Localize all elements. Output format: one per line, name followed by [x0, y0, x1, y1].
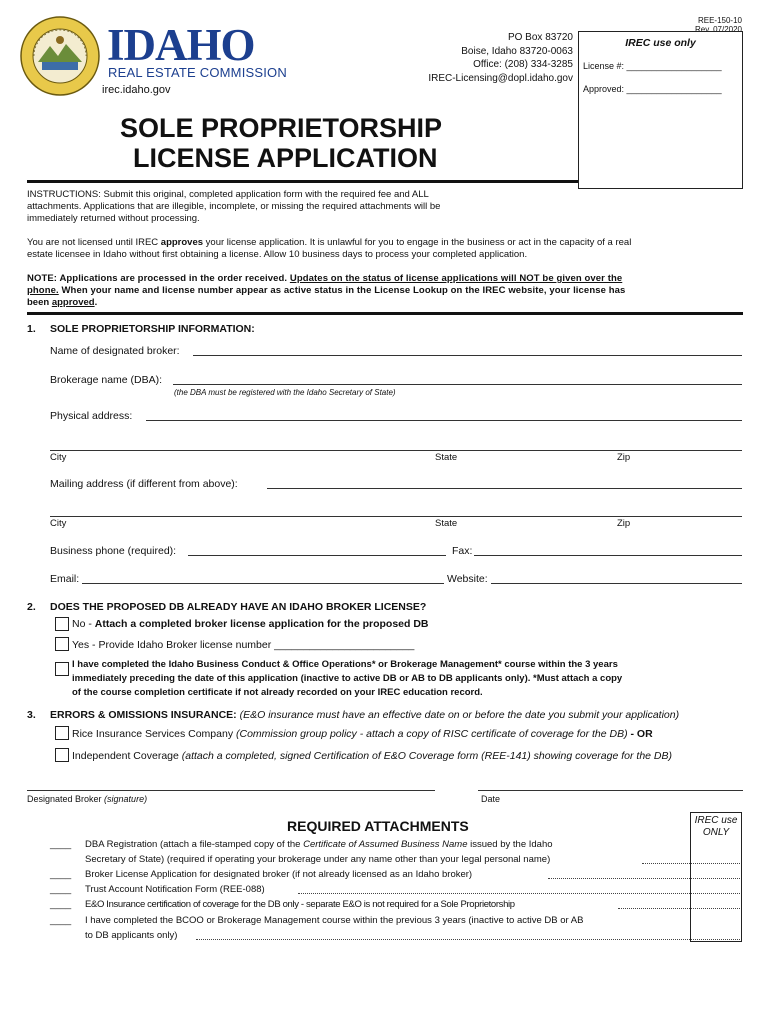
attachment-check-blank[interactable]: ____ — [50, 839, 72, 850]
attachments-title: REQUIRED ATTACHMENTS — [287, 818, 469, 834]
independent-coverage-checkbox[interactable] — [55, 748, 69, 762]
attachment-check-blank[interactable]: ____ — [50, 884, 72, 895]
attachment-check-blank[interactable]: ____ — [50, 899, 72, 910]
city-label: City — [50, 518, 67, 529]
independent-coverage-option: Independent Coverage (attach a completed, signed Certification of E&O Coverage form (REE-141) showing coverage for the DB) — [72, 750, 672, 762]
course-completed-checkbox[interactable] — [55, 662, 69, 676]
mailing-address-label: Mailing address (if different from above): — [50, 478, 238, 490]
email-field[interactable] — [82, 583, 444, 584]
course-text: I have completed the Idaho Business Conduct & Office Operations* or Brokerage Management* course within the 3 years — [72, 659, 618, 670]
state-label: State — [435, 452, 458, 463]
form-code: REE-150-10 — [697, 16, 742, 25]
email-label: Email: — [50, 573, 80, 585]
website-link[interactable]: irec.idaho.gov — [102, 84, 171, 96]
signature-field[interactable] — [27, 790, 435, 791]
email-link[interactable]: IREC-Licensing@dopl.idaho.gov — [428, 72, 573, 84]
business-phone-field[interactable] — [188, 555, 446, 556]
dba-label: Brokerage name (DBA): — [50, 374, 163, 386]
dba-field[interactable] — [173, 384, 742, 385]
irec-box-title: IREC use only — [625, 37, 696, 49]
phone-line: Office: (208) 334-3285 — [473, 59, 573, 70]
address-block — [428, 31, 573, 85]
section-3-number: 3. — [27, 709, 36, 721]
attachment-check-blank[interactable]: ____ — [50, 915, 72, 926]
physical-address-label: Physical address: — [50, 410, 133, 422]
title-rule — [27, 180, 578, 183]
address-line: PO Box 83720 — [507, 32, 573, 43]
irec-only-label: IREC use — [694, 815, 738, 826]
form-revision: Rev. 07/2020 — [695, 25, 742, 34]
attachment-item: E&O Insurance certification of coverage for the DB only - separate E&O is not required for a Sole Proprietorship — [85, 899, 515, 910]
course-text: immediately preceding the date of this application (inactive to active DB or AB to DB applicants only). *Must attach a copy — [72, 673, 623, 684]
signature-label: Designated Broker (signature) — [27, 794, 148, 804]
attachment-item: Secretary of State) (required if operating your brokerage under any name other than your legal personal name) — [85, 854, 551, 865]
leader-dots — [618, 908, 740, 909]
note-line: phone. When your name and license number appear as active status in the License Lookup on the IREC website, your license has — [27, 285, 626, 296]
note-line: NOTE: Applications are processed in the order received. Updates on the status of license applications will NOT be given over the — [27, 273, 623, 284]
leader-dots — [298, 893, 740, 894]
attachment-item: Trust Account Notification Form (REE-088) — [85, 884, 265, 895]
title-line-1: SOLE PROPRIETORSHIP — [120, 113, 443, 143]
fax-field[interactable] — [474, 555, 742, 556]
broker-name-field[interactable] — [193, 355, 742, 356]
attachment-item: I have completed the BCOO or Brokerage Management course within the previous 3 years (inactive to active DB or AB — [85, 915, 584, 926]
fax-label: Fax: — [452, 545, 473, 557]
rice-insurance-checkbox[interactable] — [55, 726, 69, 740]
instructions-line: immediately returned without processing. — [27, 213, 200, 224]
broker-name-label: Name of designated broker: — [50, 345, 180, 357]
physical-address-field[interactable] — [146, 420, 742, 421]
licensed-warning: estate licensee in Idaho without first obtaining a license. Allow 10 business days to process your completed application. — [27, 249, 528, 260]
section-rule — [27, 312, 743, 315]
section-2-title: DOES THE PROPOSED DB ALREADY HAVE AN IDAHO BROKER LICENSE? — [50, 601, 427, 613]
title-line-2: LICENSE APPLICATION — [133, 143, 438, 173]
no-license-option: No - Attach a completed broker license application for the proposed DB — [72, 618, 429, 630]
zip-label: Zip — [617, 518, 631, 529]
dba-note: (the DBA must be registered with the Idaho Secretary of State) — [174, 388, 396, 397]
irec-only-label: ONLY — [702, 827, 730, 838]
yes-license-option: Yes - Provide Idaho Broker license number ________________________ — [72, 639, 415, 651]
commission-name: REAL ESTATE COMMISSION — [108, 65, 287, 80]
attachment-item: DBA Registration (attach a file-stamped copy of the Certificate of Assumed Business Name issued by the Idaho — [85, 839, 553, 850]
idaho-logo: IDAHO — [107, 20, 255, 70]
note-line: been approved. — [27, 297, 98, 308]
license-number-field: License #: ___________________ — [583, 61, 722, 71]
address-line: Boise, Idaho 83720-0063 — [461, 45, 573, 57]
physical-city-field[interactable] — [50, 450, 742, 451]
yes-license-checkbox[interactable] — [55, 637, 69, 651]
leader-dots — [548, 878, 740, 879]
approved-field: Approved: ___________________ — [583, 84, 722, 94]
state-seal-icon — [20, 16, 100, 96]
mailing-address-field[interactable] — [267, 488, 742, 489]
section-2-number: 2. — [27, 601, 36, 613]
instructions-line: INSTRUCTIONS: Submit this original, completed application form with the required fee and ALL — [27, 189, 429, 200]
section-3-title: ERRORS & OMISSIONS INSURANCE: (E&O insurance must have an effective date on or before the date you submit your application) — [50, 709, 680, 721]
attachment-item: Broker License Application for designated broker (if not already licensed as an Idaho broker) — [85, 869, 473, 880]
licensed-warning: You are not licensed until IREC approves your license application. It is unlawful for you to engage in the business or act in the capacity of a real — [27, 237, 632, 248]
irec-use-box — [578, 31, 743, 189]
website-label: Website: — [447, 573, 488, 585]
instructions-line: attachments. Applications that are illegible, incomplete, or missing the required attachments will be — [27, 201, 441, 212]
website-field[interactable] — [491, 583, 742, 584]
attachment-check-blank[interactable]: ____ — [50, 869, 72, 880]
section-1-number: 1. — [27, 323, 36, 335]
mailing-city-field[interactable] — [50, 516, 742, 517]
attachment-item: to DB applicants only) — [85, 930, 178, 941]
leader-dots — [642, 863, 740, 864]
state-label: State — [435, 518, 458, 529]
business-phone-label: Business phone (required): — [50, 545, 177, 557]
date-label: Date — [481, 794, 501, 804]
date-field[interactable] — [478, 790, 743, 791]
section-1-title: SOLE PROPRIETORSHIP INFORMATION: — [50, 323, 255, 335]
leader-dots — [196, 939, 740, 940]
no-license-checkbox[interactable] — [55, 617, 69, 631]
course-text: of the course completion certificate if not already recorded on your IREC education record. — [72, 687, 483, 698]
zip-label: Zip — [617, 452, 631, 463]
city-label: City — [50, 452, 67, 463]
rice-insurance-option: Rice Insurance Services Company (Commission group policy - attach a copy of RISC certificate of coverage for the DB) - OR — [72, 728, 653, 740]
